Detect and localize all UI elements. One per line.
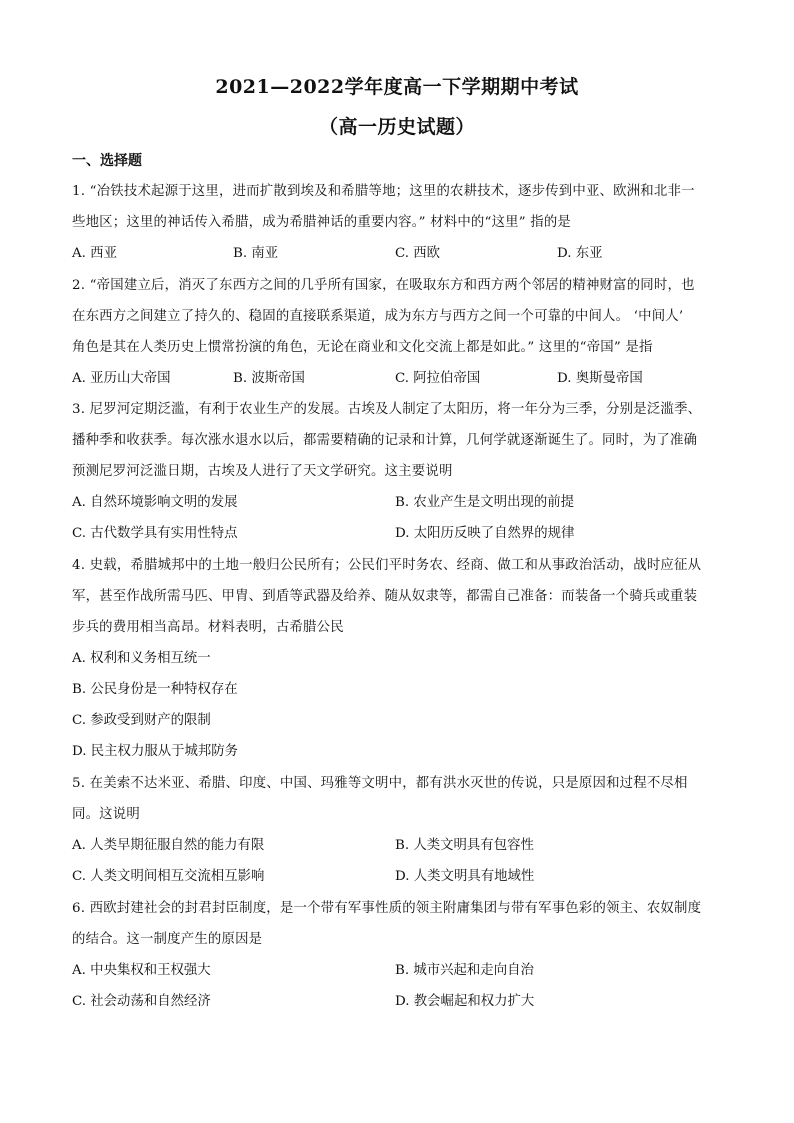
question-1-line-2: 些地区；这里的神话传入希腊，成为希腊神话的重要内容。” 材料中的“这里” 指的是 [72, 215, 572, 230]
question-3-line-3: 预测尼罗河泛滥日期，古埃及人进行了天文学研究。这主要说明 [72, 464, 453, 479]
question-5-line-2: 同。这说明 [72, 807, 140, 822]
question-6-option-c: C. 社会动荡和自然经济 [72, 994, 211, 1009]
question-4-line-1: 4. 史载，希腊城邦中的土地一般归公民所有；公民们平时务农、经商、做工和从事政治活动，战时应征从 [72, 558, 702, 573]
exam-title: 2021—2022学年度高一下学期期中考试 [215, 76, 579, 98]
question-1-option-c: C. 西欧 [395, 246, 441, 261]
question-1-line-1: 1. “冶铁技术起源于这里，进而扩散到埃及和希腊等地；这里的农耕技术，逐步传到中亚、欧洲和北非一 [72, 184, 695, 199]
question-3-option-b: B. 农业产生是文明出现的前提 [395, 495, 575, 510]
question-6-line-2: 的结合。这一制度产生的原因是 [72, 932, 263, 947]
question-6-line-1: 6. 西欧封建社会的封君封臣制度，是一个带有军事性质的领主附庸集团与带有军事色彩的领主、农奴制度 [72, 901, 702, 916]
question-2-option-c: C. 阿拉伯帝国 [395, 371, 481, 386]
question-3-option-a: A. 自然环境影响文明的发展 [72, 495, 238, 510]
question-2-option-b: B. 波斯帝国 [233, 371, 305, 386]
question-5-option-c: C. 人类文明间相互交流相互影响 [72, 869, 265, 884]
question-6-option-d: D. 教会崛起和权力扩大 [395, 994, 535, 1009]
question-1-option-b: B. 南亚 [233, 246, 279, 261]
question-3-option-d: D. 太阳历反映了自然界的规律 [395, 526, 575, 541]
question-3-line-2: 播种季和收获季。每次涨水退水以后，都需要精确的记录和计算，几何学就逐渐诞生了。同时，为了准确 [72, 433, 698, 448]
question-6-option-b: B. 城市兴起和走向自治 [395, 963, 534, 978]
question-4-option-c: C. 参政受到财产的限制 [72, 713, 211, 728]
question-4-line-3: 步兵的费用相当高昂。材料表明，古希腊公民 [72, 620, 344, 635]
question-3-line-1: 3. 尼罗河定期泛滥，有利于农业生产的发展。古埃及人制定了太阳历，将一年分为三季，分别是泛滥季、 [72, 402, 702, 417]
question-3-option-c: C. 古代数学具有实用性特点 [72, 526, 238, 541]
question-2-option-a: A. 亚历山大帝国 [72, 371, 171, 386]
question-1-option-a: A. 西亚 [72, 246, 117, 261]
question-4-option-a: A. 权利和义务相互统一 [72, 651, 211, 666]
question-5-option-a: A. 人类早期征服自然的能力有限 [72, 838, 265, 853]
question-6-option-a: A. 中央集权和王权强大 [72, 963, 211, 978]
exam-subtitle: （高一历史试题） [318, 116, 475, 138]
question-5-option-d: D. 人类文明具有地域性 [395, 869, 535, 884]
question-1-option-d: D. 东亚 [557, 246, 603, 261]
question-2-line-3: 角色是其在人类历史上惯常扮演的角色，无论在商业和文化交流上都是如此。” 这里的“帝国” 是指 [72, 340, 653, 355]
question-2-line-2: 在东西方之间建立了持久的、稳固的直接联系渠道，成为东方与西方之间一个可靠的中间人。 ‘中间人’ [72, 309, 684, 324]
question-2-line-1: 2. “帝国建立后，消灭了东西方之间的几乎所有国家，在吸取东方和西方两个邻居的精神财富的同时，也 [72, 278, 695, 293]
section-heading: 一、选择题 [72, 153, 142, 169]
question-4-option-b: B. 公民身份是一种特权存在 [72, 682, 238, 697]
question-4-line-2: 军，甚至作战所需马匹、甲胄、到盾等武器及给养、随从奴隶等，都需自己准备：而装备一个骑兵或重装 [72, 589, 698, 604]
question-2-option-d: D. 奥斯曼帝国 [557, 371, 643, 386]
question-5-line-1: 5. 在美索不达米亚、希腊、印度、中国、玛雅等文明中，都有洪水灭世的传说，只是原因和过程不尽相 [72, 776, 688, 791]
question-5-option-b: B. 人类文明具有包容性 [395, 838, 534, 853]
question-4-option-d: D. 民主权力服从于城邦防务 [72, 744, 239, 759]
